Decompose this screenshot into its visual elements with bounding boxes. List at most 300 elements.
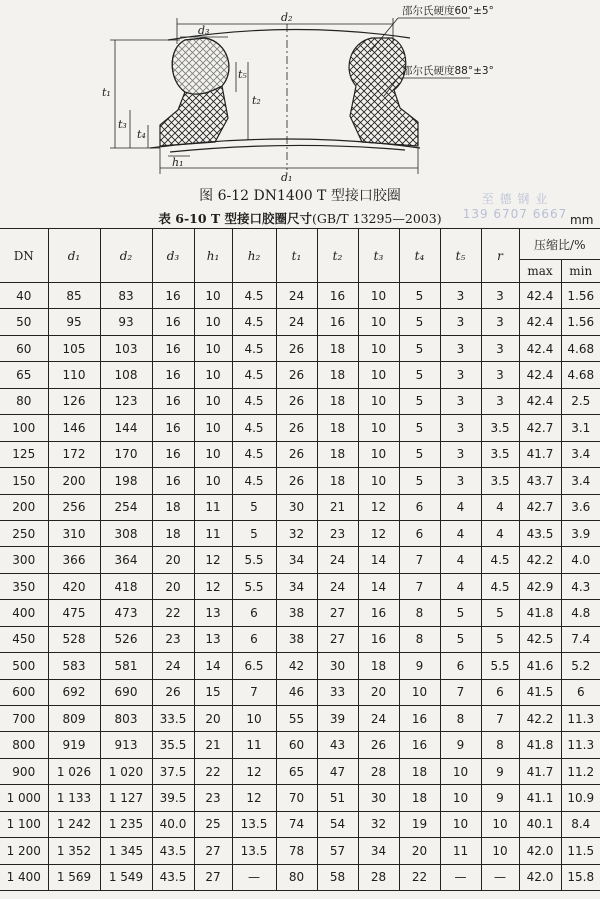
table-cell: 3.5 [481, 468, 519, 494]
table-cell: 3.4 [561, 441, 600, 467]
table-cell: 12 [232, 785, 276, 811]
table-row [0, 362, 600, 388]
col-header-max: max [519, 260, 561, 283]
table-cell: 4.0 [561, 547, 600, 573]
table-cell: 5 [399, 415, 440, 441]
table-cell: 32 [276, 520, 317, 546]
table-cell: 3.5 [481, 441, 519, 467]
table-cell: 42.4 [519, 388, 561, 414]
table-cell: 7 [440, 679, 481, 705]
label-t2: t₂ [252, 94, 261, 107]
table-cell: 3.9 [561, 520, 600, 546]
table-cell: 4.5 [232, 309, 276, 335]
table-cell: 10 [358, 335, 399, 361]
table-cell: 24 [152, 653, 194, 679]
table-cell: 6 [399, 520, 440, 546]
table-cell: 16 [152, 309, 194, 335]
table-body [0, 283, 600, 891]
table-cell: 6 [481, 679, 519, 705]
table-cell: 7 [481, 706, 519, 732]
table-cell: 3.1 [561, 415, 600, 441]
table-cell: 108 [100, 362, 152, 388]
table-cell: 4 [440, 573, 481, 599]
table-cell: 5 [440, 626, 481, 652]
table-cell: 125 [0, 441, 48, 467]
table-cell: 24 [317, 547, 358, 573]
col-header-t5: t₅ [440, 229, 481, 283]
table-cell: 30 [276, 494, 317, 520]
table-row [0, 838, 600, 864]
table-cell: 1 352 [48, 838, 100, 864]
col-header-min: min [561, 260, 600, 283]
table-cell: 600 [0, 679, 48, 705]
table-cell: 16 [152, 441, 194, 467]
table-cell: 10 [481, 811, 519, 837]
table-cell: 2.5 [561, 388, 600, 414]
table-cell: 11 [440, 838, 481, 864]
table-cell: 8 [399, 600, 440, 626]
table-cell: 43 [317, 732, 358, 758]
table-row [0, 283, 600, 309]
table-cell: 10 [232, 706, 276, 732]
table-cell: 1 133 [48, 785, 100, 811]
table-cell: 200 [48, 468, 100, 494]
table-cell: 3 [440, 415, 481, 441]
table-cell: 9 [399, 653, 440, 679]
table-cell: 28 [358, 864, 399, 890]
hardness-bottom-label: 邵尔氏硬度88°±3° [402, 65, 494, 77]
table-cell: 10 [399, 679, 440, 705]
table-cell: 3 [440, 309, 481, 335]
table-cell: 20 [194, 706, 232, 732]
table-cell: 3 [440, 468, 481, 494]
table-cell: 40 [0, 283, 48, 309]
table-cell: 4.5 [481, 573, 519, 599]
table-cell: 3 [481, 362, 519, 388]
table-cell: 1 000 [0, 785, 48, 811]
table-cell: 42.2 [519, 547, 561, 573]
col-header-h1: h₁ [194, 229, 232, 283]
table-cell: 4 [481, 520, 519, 546]
table-cell: 65 [0, 362, 48, 388]
table-cell: 366 [48, 547, 100, 573]
table-cell: 47 [317, 758, 358, 784]
table-cell: 10 [194, 441, 232, 467]
table-cell: 913 [100, 732, 152, 758]
table-cell: 1 020 [100, 758, 152, 784]
table-cell: 43.5 [152, 864, 194, 890]
table-cell: 103 [100, 335, 152, 361]
table-cell: 11.2 [561, 758, 600, 784]
table-cell: 172 [48, 441, 100, 467]
table-cell: 8 [440, 706, 481, 732]
table-cell: 18 [399, 785, 440, 811]
table-cell: 70 [276, 785, 317, 811]
table-cell: 4.5 [232, 468, 276, 494]
table-cell: 5 [481, 626, 519, 652]
table-cell: 5 [232, 520, 276, 546]
table-cell: 4.5 [232, 362, 276, 388]
table-cell: 1 200 [0, 838, 48, 864]
table-cell: 42.4 [519, 309, 561, 335]
table-cell: 40.0 [152, 811, 194, 837]
table-cell: 1 242 [48, 811, 100, 837]
table-cell: 10 [194, 468, 232, 494]
table-cell: 41.1 [519, 785, 561, 811]
table-cell: 42 [276, 653, 317, 679]
table-cell: 3 [481, 335, 519, 361]
table-cell: 4.5 [232, 335, 276, 361]
table-cell: 18 [317, 335, 358, 361]
table-cell: 16 [152, 283, 194, 309]
table-cell: 26 [152, 679, 194, 705]
table-cell: 55 [276, 706, 317, 732]
table-cell: 34 [276, 547, 317, 573]
col-header-t4: t₄ [399, 229, 440, 283]
table-cell: 65 [276, 758, 317, 784]
table-cell: 105 [48, 335, 100, 361]
table-cell: 4.5 [232, 283, 276, 309]
table-cell: 6 [232, 626, 276, 652]
table-cell: 4.8 [561, 600, 600, 626]
table-cell: 7 [399, 547, 440, 573]
table-row [0, 309, 600, 335]
table-cell: 8 [481, 732, 519, 758]
table-row [0, 547, 600, 573]
table-cell: 690 [100, 679, 152, 705]
table-cell: 23 [194, 785, 232, 811]
table-row [0, 573, 600, 599]
table-title [0, 209, 600, 227]
table-cell: 42.7 [519, 494, 561, 520]
table-cell: 11 [232, 732, 276, 758]
table-cell: 418 [100, 573, 152, 599]
table-cell: 3 [481, 309, 519, 335]
table-cell: 39.5 [152, 785, 194, 811]
table-row [0, 335, 600, 361]
table-cell: 123 [100, 388, 152, 414]
table-cell: 5 [481, 600, 519, 626]
table-cell: 18 [358, 653, 399, 679]
table-cell: 15 [194, 679, 232, 705]
table-cell: 16 [152, 388, 194, 414]
table-cell: 24 [276, 283, 317, 309]
table-cell: 13 [194, 626, 232, 652]
table-row [0, 653, 600, 679]
table-cell: 22 [152, 600, 194, 626]
table-cell: 4.5 [481, 547, 519, 573]
table-cell: 57 [317, 838, 358, 864]
table-cell: 43.5 [519, 520, 561, 546]
table-cell: 919 [48, 732, 100, 758]
table-cell: 10 [440, 758, 481, 784]
table-cell: 8 [399, 626, 440, 652]
table-cell: 4.5 [232, 388, 276, 414]
table-cell: 9 [440, 732, 481, 758]
table-cell: 33 [317, 679, 358, 705]
table-cell: 1 400 [0, 864, 48, 890]
table-cell: 10.9 [561, 785, 600, 811]
table-cell: 3.4 [561, 468, 600, 494]
table-cell: 100 [0, 415, 48, 441]
table-row [0, 864, 600, 890]
table-cell: 95 [48, 309, 100, 335]
col-header-h2: h₂ [232, 229, 276, 283]
table-cell: 110 [48, 362, 100, 388]
table-cell: 1 569 [48, 864, 100, 890]
table-cell: 78 [276, 838, 317, 864]
table-cell: 21 [194, 732, 232, 758]
table-cell: 26 [276, 415, 317, 441]
label-d3: d₃ [198, 24, 210, 37]
table-cell: 16 [317, 309, 358, 335]
table-cell: 5 [399, 441, 440, 467]
table-cell: 30 [358, 785, 399, 811]
table-cell: 26 [276, 468, 317, 494]
table-cell: 12 [194, 547, 232, 573]
table-cell: 19 [399, 811, 440, 837]
table-cell: 27 [194, 864, 232, 890]
table-cell: 33.5 [152, 706, 194, 732]
col-header-d1: d₁ [48, 229, 100, 283]
table-cell: 3.6 [561, 494, 600, 520]
table-cell: 43.7 [519, 468, 561, 494]
table-cell: 41.5 [519, 679, 561, 705]
table-cell: 80 [276, 864, 317, 890]
label-t4: t₄ [137, 128, 146, 141]
watermark-line2: 139 6707 6667 [462, 207, 568, 221]
table-cell: 13.5 [232, 838, 276, 864]
label-t3: t₃ [118, 118, 127, 131]
hardness-top-label: 邵尔氏硬度60°±5° [402, 5, 494, 17]
table-cell: 27 [317, 600, 358, 626]
table-cell: 27 [194, 838, 232, 864]
table-cell: 50 [0, 309, 48, 335]
table-cell: 22 [399, 864, 440, 890]
col-header-d2: d₂ [100, 229, 152, 283]
table-cell: 42.9 [519, 573, 561, 599]
table-cell: 10 [194, 388, 232, 414]
table-unit: mm [570, 213, 594, 227]
table-cell: 1 345 [100, 838, 152, 864]
table-cell: 93 [100, 309, 152, 335]
table-cell: 42.2 [519, 706, 561, 732]
table-cell: 18 [317, 362, 358, 388]
table-cell: 5 [232, 494, 276, 520]
table-cell: 15.8 [561, 864, 600, 890]
table-cell: 35.5 [152, 732, 194, 758]
table-cell: 12 [358, 520, 399, 546]
table-cell: 1 127 [100, 785, 152, 811]
table-cell: 18 [317, 441, 358, 467]
table-cell: 41.7 [519, 441, 561, 467]
table-cell: 38 [276, 626, 317, 652]
table-cell: 25 [194, 811, 232, 837]
table-cell: 10 [358, 388, 399, 414]
table-cell: 41.6 [519, 653, 561, 679]
table-cell: 11.3 [561, 732, 600, 758]
table-title-text: 表 6-10 T 型接口胶圈尺寸 [158, 211, 313, 226]
table-cell: 6 [561, 679, 600, 705]
table-cell: 692 [48, 679, 100, 705]
table-standard: (GB/T 13295—2003) [312, 211, 442, 226]
table-row [0, 626, 600, 652]
table-cell: 14 [358, 547, 399, 573]
table-cell: 18 [317, 415, 358, 441]
table-cell: 5.5 [481, 653, 519, 679]
table-cell: 5 [399, 362, 440, 388]
table-cell: 475 [48, 600, 100, 626]
label-d2: d₂ [281, 11, 293, 24]
col-header-r: r [481, 229, 519, 283]
table-cell: 9 [481, 758, 519, 784]
label-d1: d₁ [281, 171, 293, 184]
table-cell: 85 [48, 283, 100, 309]
table-cell: 21 [317, 494, 358, 520]
table-cell: 16 [152, 362, 194, 388]
table-cell: 1.56 [561, 283, 600, 309]
table-cell: 26 [276, 335, 317, 361]
table-cell: 364 [100, 547, 152, 573]
table-cell: 5 [399, 309, 440, 335]
table-cell: 38 [276, 600, 317, 626]
table-cell: 13.5 [232, 811, 276, 837]
table-cell: 300 [0, 547, 48, 573]
table-cell: 1 100 [0, 811, 48, 837]
table-row [0, 415, 600, 441]
table-cell: 18 [317, 388, 358, 414]
table-row [0, 441, 600, 467]
table-cell: 42.4 [519, 335, 561, 361]
table-cell: 170 [100, 441, 152, 467]
table-cell: 20 [152, 573, 194, 599]
table-cell: 26 [358, 732, 399, 758]
table-cell: 5.2 [561, 653, 600, 679]
table-cell: 14 [358, 573, 399, 599]
table-cell: 1 026 [48, 758, 100, 784]
table-cell: 4.5 [232, 441, 276, 467]
col-header-t1: t₁ [276, 229, 317, 283]
table-cell: 4 [440, 494, 481, 520]
table-cell: 1.56 [561, 309, 600, 335]
table-cell: 6 [440, 653, 481, 679]
table-cell: 5 [399, 283, 440, 309]
table-cell: 83 [100, 283, 152, 309]
table-cell: 24 [317, 573, 358, 599]
table-cell: 51 [317, 785, 358, 811]
table-cell: 11.5 [561, 838, 600, 864]
table-cell: 10 [358, 283, 399, 309]
table-cell: 583 [48, 653, 100, 679]
table-cell: 198 [100, 468, 152, 494]
table-cell: 28 [358, 758, 399, 784]
table-cell: 14 [194, 653, 232, 679]
table-cell: 146 [48, 415, 100, 441]
table-cell: 256 [48, 494, 100, 520]
table-cell: 12 [358, 494, 399, 520]
table-cell: 18 [152, 494, 194, 520]
table-cell: 310 [48, 520, 100, 546]
table-cell: 3 [440, 335, 481, 361]
table-cell: 10 [440, 785, 481, 811]
table-cell: 1 549 [100, 864, 152, 890]
table-row [0, 520, 600, 546]
table-cell: 16 [399, 732, 440, 758]
table-cell: 5 [399, 468, 440, 494]
table-cell: 74 [276, 811, 317, 837]
table-cell: 7.4 [561, 626, 600, 652]
table-cell: 5 [399, 388, 440, 414]
table-cell: 13 [194, 600, 232, 626]
table-cell: 350 [0, 573, 48, 599]
table-cell: 10 [481, 838, 519, 864]
table-cell: 4.68 [561, 362, 600, 388]
table-cell: 24 [276, 309, 317, 335]
table-cell: 150 [0, 468, 48, 494]
table-row [0, 811, 600, 837]
table-row [0, 706, 600, 732]
label-h1: h₁ [172, 156, 184, 169]
table-cell: 16 [152, 335, 194, 361]
table-cell: 10 [194, 335, 232, 361]
col-header-compression-ratio: 压缩比/% [519, 229, 600, 260]
table-cell: 80 [0, 388, 48, 414]
table-cell: 16 [152, 468, 194, 494]
table-cell: 5.5 [232, 573, 276, 599]
table-cell: 10 [194, 283, 232, 309]
table-cell: 4.5 [232, 415, 276, 441]
table-cell: 20 [152, 547, 194, 573]
table-row [0, 600, 600, 626]
table-cell: 10 [194, 309, 232, 335]
table-cell: 43.5 [152, 838, 194, 864]
table-row [0, 494, 600, 520]
table-cell: 10 [358, 362, 399, 388]
table-cell: 60 [0, 335, 48, 361]
table-cell: 308 [100, 520, 152, 546]
table-cell: 1 235 [100, 811, 152, 837]
table-cell: 803 [100, 706, 152, 732]
table-row [0, 732, 600, 758]
table-cell: 126 [48, 388, 100, 414]
table-cell: 526 [100, 626, 152, 652]
table-cell: 5 [440, 600, 481, 626]
table-cell: 200 [0, 494, 48, 520]
gasket-diagram [0, 0, 600, 205]
table-cell: 7 [399, 573, 440, 599]
table-cell: 3 [481, 283, 519, 309]
table-cell: 5.5 [232, 547, 276, 573]
label-t1: t₁ [102, 86, 111, 99]
col-header-dn: DN [0, 229, 48, 283]
table-cell: 11.3 [561, 706, 600, 732]
table-cell: 10 [358, 441, 399, 467]
table-cell: 26 [276, 441, 317, 467]
table-cell: 20 [358, 679, 399, 705]
table-cell: 12 [194, 573, 232, 599]
col-header-t2: t₂ [317, 229, 358, 283]
table-cell: 10 [358, 415, 399, 441]
table-cell: 40.1 [519, 811, 561, 837]
table-cell: 450 [0, 626, 48, 652]
table-cell: 60 [276, 732, 317, 758]
table-cell: 37.5 [152, 758, 194, 784]
table-cell: 528 [48, 626, 100, 652]
table-cell: 23 [152, 626, 194, 652]
table-cell: 7 [232, 679, 276, 705]
table-cell: 46 [276, 679, 317, 705]
table-cell: 58 [317, 864, 358, 890]
